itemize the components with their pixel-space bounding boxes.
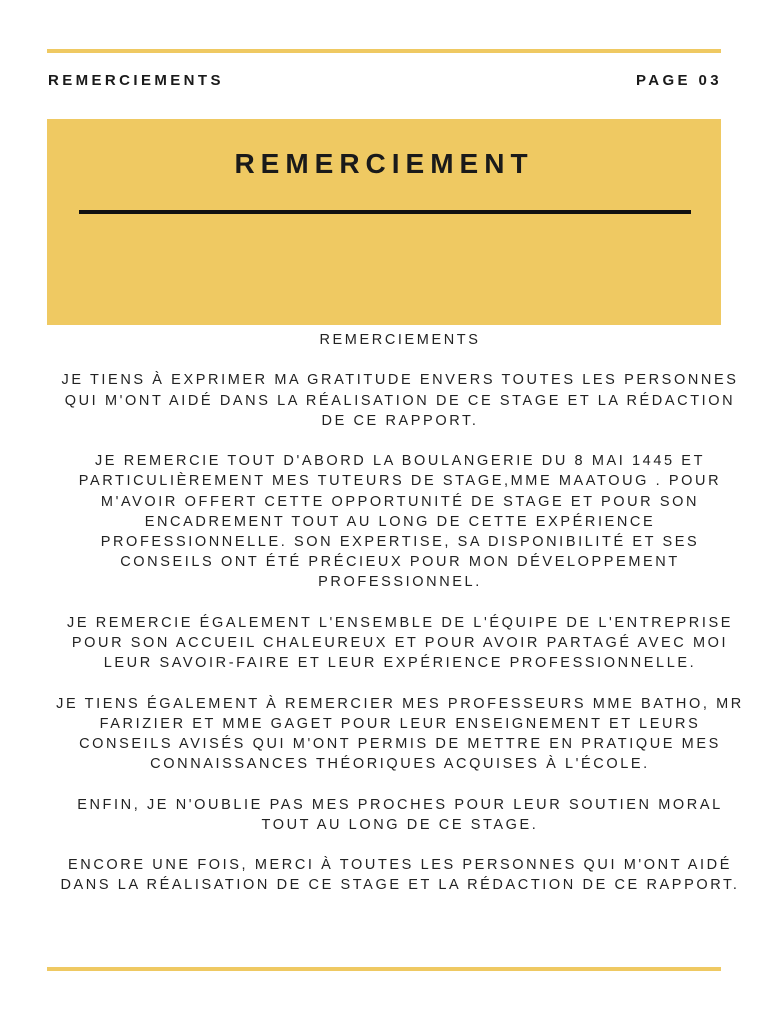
acknowledgements-body — [55, 330, 745, 896]
paragraph: ENCORE UNE FOIS, MERCI À TOUTES LES PERSONNES QUI M'ONT AIDÉ DANS LA RÉALISATION DE CE STAGE ET LA RÉDACTION DE CE RAPPORT. — [60, 857, 740, 894]
top-rule — [47, 49, 721, 53]
paragraph: JE REMERCIE ÉGALEMENT L'ENSEMBLE DE L'ÉQUIPE DE L'ENTREPRISE POUR SON ACCUEIL CHALEUREUX ET POUR AVOIR PARTAGÉ AVEC MOI LEUR SAVOIR-FAIRE ET LEUR EXPÉRIENCE PROFESSIONNELLE. — [66, 614, 734, 672]
page-title: REMERCIEMENT — [234, 148, 534, 179]
paragraph: JE REMERCIE TOUT D'ABORD LA BOULANGERIE DU 8 MAI 1445 ET PARTICULIÈREMENT MES TUTEURS DE STAGE,MME MAATOUG . POUR M'AVOIR OFFERT CETTE OPPORTUNITÉ DE STAGE ET POUR SON ENCADREMENT TOUT AU LONG DE CETTE EXPÉRIENCE PROFESSIONNELLE. SON EXPERTISE, SA DISPONIBILITÉ ET SES CONSEILS ONT ÉTÉ PRÉCIEUX POUR MON DÉVELOPPEMENT PROFESSIONNEL. — [78, 453, 722, 591]
page-number: PAGE 03 — [635, 72, 722, 89]
bottom-rule — [47, 967, 721, 971]
section-label: REMERCIEMENTS — [48, 72, 224, 89]
paragraph: ENFIN, JE N'OUBLIE PAS MES PROCHES POUR LEUR SOUTIEN MORAL TOUT AU LONG DE CE STAGE. — [77, 796, 723, 833]
title-underline — [79, 210, 691, 214]
paragraph: JE TIENS À EXPRIMER MA GRATITUDE ENVERS TOUTES LES PERSONNES QUI M'ONT AIDÉ DANS LA RÉALISATION DE CE STAGE ET LA RÉDACTION DE CE RAPPORT. — [61, 372, 739, 429]
body-heading: REMERCIEMENTS — [319, 332, 481, 348]
paragraph: JE TIENS ÉGALEMENT À REMERCIER MES PROFESSEURS MME BATHO, MR FARIZIER ET MME GAGET POUR LEUR ENSEIGNEMENT ET LEURS CONSEILS AVISÉS QUI M'ONT PERMIS DE METTRE EN PRATIQUE MES CONNAISSANCES THÉORIQUES ACQUISES À L'ÉCOLE. — [56, 695, 744, 773]
